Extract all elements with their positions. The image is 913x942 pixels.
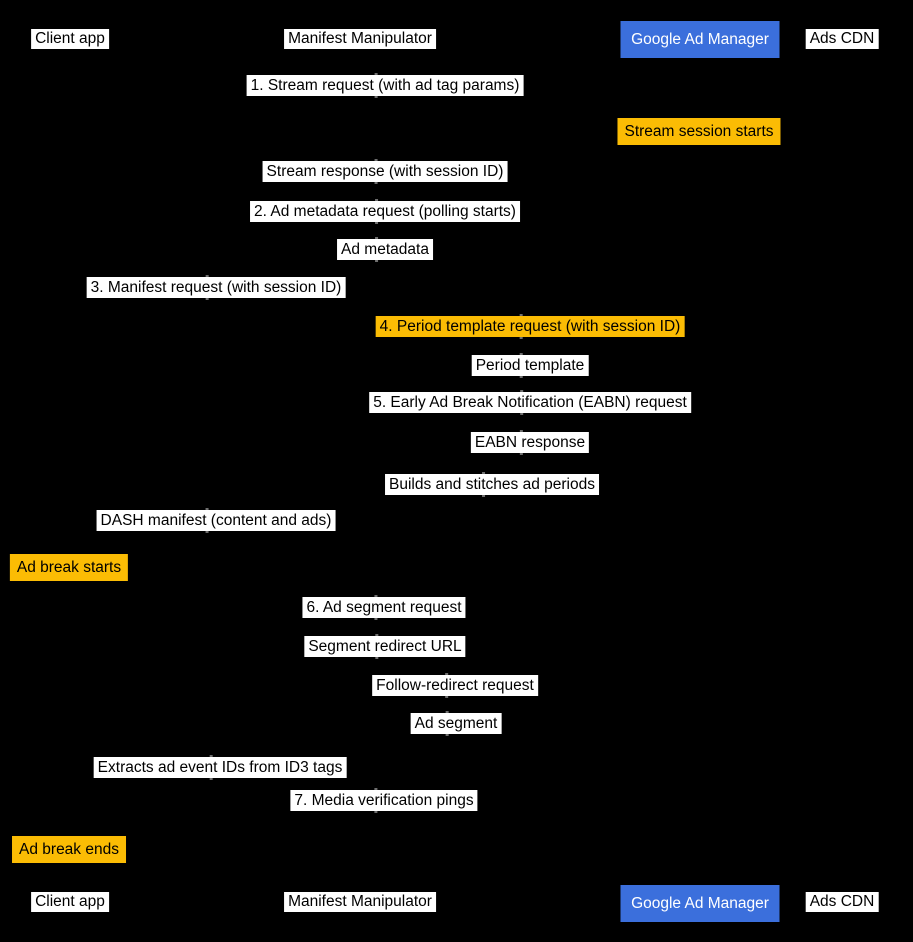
message-media-verification: 7. Media verification pings [290,790,477,811]
message-ad-metadata-request: 2. Ad metadata request (polling starts) [250,201,520,222]
actor-manifest-manipulator-bottom: Manifest Manipulator [284,892,436,912]
note-ad-break-starts: Ad break starts [10,554,128,581]
actor-google-ad-manager-top: Google Ad Manager [621,21,780,58]
note-stream-session-starts: Stream session starts [617,118,780,145]
actor-manifest-manipulator-top: Manifest Manipulator [284,29,436,49]
actor-client-app-top: Client app [31,29,109,49]
message-manifest-request: 3. Manifest request (with session ID) [87,277,346,298]
message-extracts-id3: Extracts ad event IDs from ID3 tags [94,757,347,778]
message-period-template: Period template [472,355,589,376]
message-stream-request: 1. Stream request (with ad tag params) [247,75,524,96]
actor-client-app-bottom: Client app [31,892,109,912]
message-ad-segment-request: 6. Ad segment request [302,597,465,618]
message-period-template-request: 4. Period template request (with session ID) [376,316,685,337]
message-dash-manifest: DASH manifest (content and ads) [97,510,336,531]
actor-google-ad-manager-bottom: Google Ad Manager [621,885,780,922]
message-ad-metadata: Ad metadata [337,239,433,260]
message-eabn-request: 5. Early Ad Break Notification (EABN) request [369,392,691,413]
message-follow-redirect-request: Follow-redirect request [372,675,538,696]
actor-ads-cdn-bottom: Ads CDN [806,892,879,912]
actor-ads-cdn-top: Ads CDN [806,29,879,49]
message-builds-stitches: Builds and stitches ad periods [385,474,599,495]
message-eabn-response: EABN response [471,432,589,453]
message-ad-segment: Ad segment [411,713,502,734]
message-stream-response: Stream response (with session ID) [263,161,508,182]
message-segment-redirect-url: Segment redirect URL [304,636,465,657]
note-ad-break-ends: Ad break ends [12,836,126,863]
